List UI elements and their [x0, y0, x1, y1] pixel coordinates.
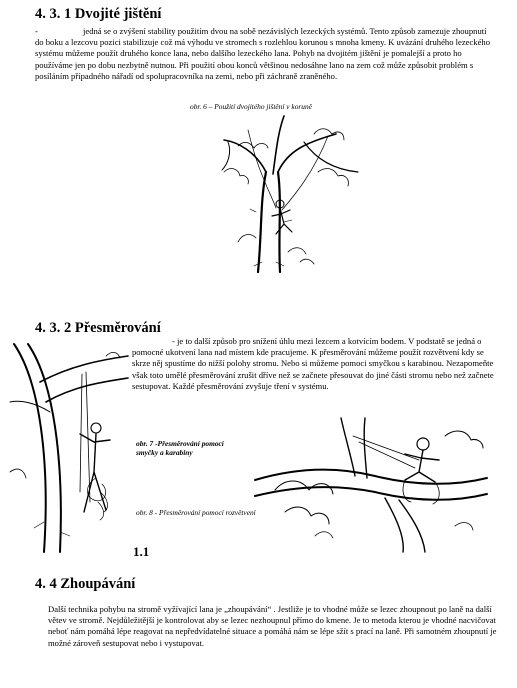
section-number: 1.1 — [133, 544, 150, 559]
section-heading-dvojite-jisteni: 4. 3. 1 Dvojité jištění — [35, 6, 162, 22]
section-heading-presmerovani: 4. 3. 2 Přesměrování — [35, 320, 161, 336]
illustration-redirect-sling — [10, 342, 130, 554]
illustration-double-belay — [218, 112, 363, 274]
paragraph-zhoupavani: Další technika pohybu na stromě vyžívající lana je „zhoupávání“ . Jestliže je to vhodné může se lezec zhoupnout po laně na další větev ve stromě. Nejdůležitější je kontrolovat aby se lezec nezhoupnul přímo do kmene. Je to metoda kterou je vhodné nacvičovat neboť nám pomáhá lépe reagovat na nepředvídatelné situace a pomáhá nám se lépe sžít s prací na laně. Při samotném zhoupnutí je možné zároveň sestupovat nebo i vystupovat. — [48, 604, 497, 648]
list-dash: - — [35, 26, 38, 36]
illustration-redirect-fork — [255, 416, 487, 552]
figure-caption-7: obr. 7 -Přesměrování pomocí smyčky a karabiny — [136, 439, 224, 457]
figure-caption-6: obr. 6 – Použití dvojitého jištění v koruně — [190, 102, 312, 111]
section-heading-zhoupavani: 4. 4 Zhoupávání — [35, 576, 136, 592]
paragraph-presmerovani: - je to další způsob pro snížení úhlu mezi lezcem a kotvícím bodem. V podstatě se jedná o pomocné ukotvení lana nad místem kde pracujeme. K přesměrování můžeme použít rozvětvení kdy se skrze něj spustíme do nižší polohy stromu. Nebo si můžeme pomoci smyčkou s karabinou. Nezapomeňte však toto umělé přesměrování zrušit dříve než se začnete přesouvat do jiné části stromu nebo než začnete sestupovat. Každé přesměrování zvyšuje tření v systému. — [132, 336, 494, 391]
paragraph-dvojite-jisteni: jedná se o zvýšení stability použitím dvou na sobě nezávislých lezeckých systémů. Tento způsob zamezuje zhoupnutí do boku a lezcovu pozici stabilizuje což má výhodu ve stromech s rozlehlou korunou s mnoha kmeny. K uvázání druhého lezeckého systému můžeme použít druhého konce lana, nebo dalšího lezeckého lana. Pohyb na dvojitém jištění je pomalejší a proto ho používáme jen po dobu nezbytně nutnou. Při použití obou konců většinou nedosáhne lano na zem což může způsobit problém s posíláním případného nářadí od spolupracovníka na zemi, nebo při záchraně zraněného. — [35, 26, 491, 81]
figure-caption-8: obr. 8 - Přesměrování pomocí rozvětvení — [136, 508, 256, 517]
